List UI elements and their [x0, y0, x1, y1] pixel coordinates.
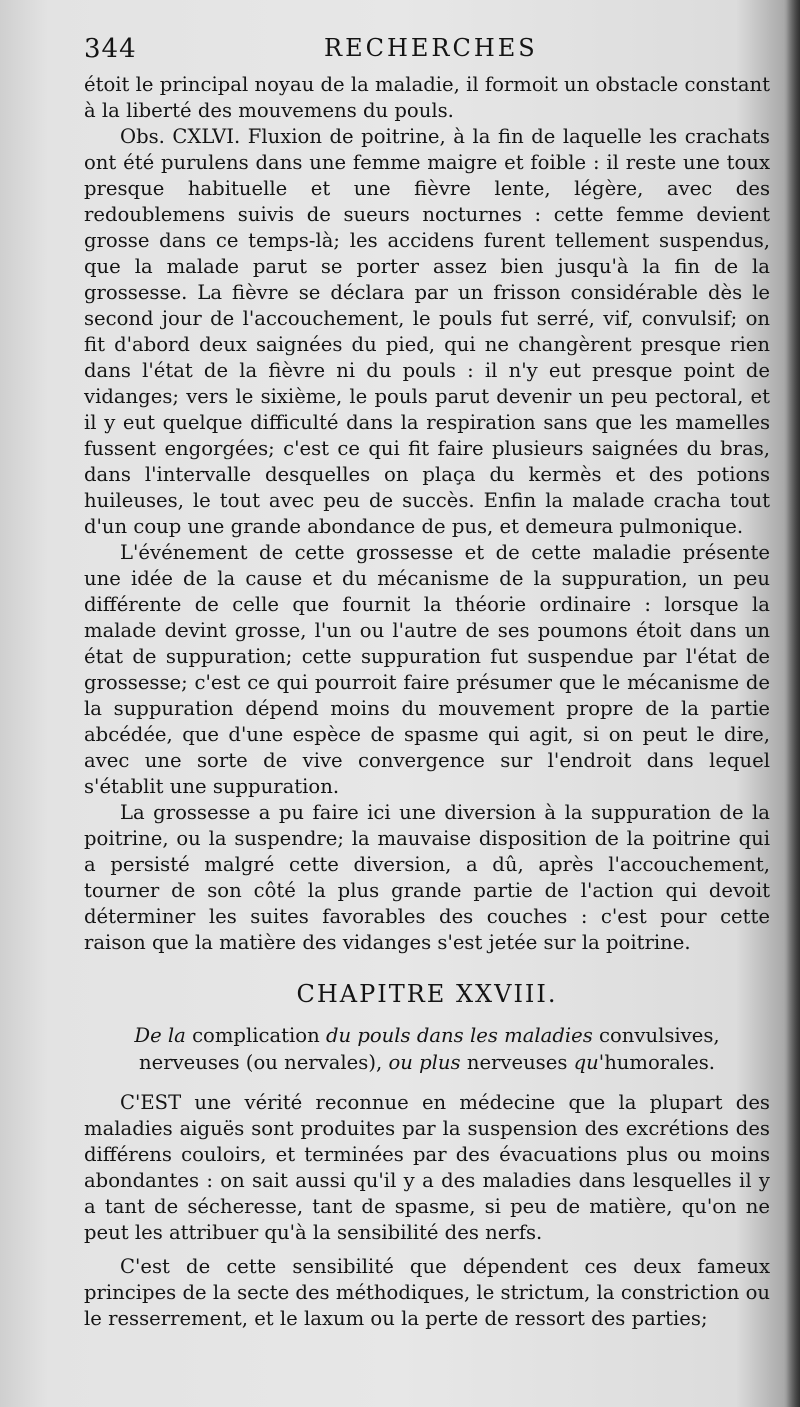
page-number: 344 — [84, 34, 137, 64]
page-edge-shadow — [786, 0, 800, 1407]
paragraph-continuation: étoit le principal noyau de la maladie, il formoit un obstacle constant à la liberté des mouvemens du pouls. — [84, 73, 771, 122]
subtitle-part-b: complication — [185, 1024, 326, 1047]
subtitle-part-d: convulsives, nerveuses (ou nervales), — [139, 1024, 720, 1074]
paragraph-evenement: L'événement de cette grossesse et de cette maladie présente une idée de la cause et du mécanisme de la suppuration, un peu différente de celle que fournit la théorie ordinaire : lorsque la malade devint grosse, l'un ou l'autre de ses poumons étoit dans un état de suppuration; cette suppuration fut suspendue par l'état de grossesse; c'est ce qui pourroit faire présumer que le mécanisme de la suppuration dépend moins du mouvement propre de la partie abcédée, que d'une espèce de spasme qui agit, si on peut le dire, avec une sorte de vive convergence sur l'endroit dans lequel s'établit une suppuration. — [84, 541, 770, 798]
paragraph-verite-reconnue: C'EST une vérité reconnue en médecine que la plupart des maladies aiguës sont produites par la suspension des excrétions des différens couloirs, et terminées par des évacuations plus ou moins abondantes : on sait aussi qu'il y a des maladies dans lesquelles il y a tant de sécheresse, tant de spasme, si peu de matière, qu'on ne peut les attribuer qu'à la sensibilité des nerfs. — [84, 1091, 770, 1244]
subtitle-part-e: ou plus — [388, 1051, 461, 1074]
subtitle-part-g: qu' — [573, 1051, 605, 1074]
subtitle-part-f: nerveuses — [460, 1051, 574, 1074]
chapter-heading: CHAPITRE XXVIII. — [296, 980, 558, 1008]
paragraph-observation-cxlvi: Obs. CXLVI. Fluxion de poitrine, à la fin de laquelle les crachats ont été purulens dans une femme maigre et foible : il reste une toux presque habituelle et une fièvre lente, légère, avec des redoublemens suivis de sueurs nocturnes : cette femme devient grosse dans ce temps-là; les accidens furent tellement suspendus, que la malade parut se porter assez bien jusqu'à la fin de la grossesse. La fièvre se déclara par un frisson considérable dès le second jour de l'accouchement, le pouls fut serré, vif, convulsif; on fit d'abord deux saignées du pied, qui ne changèrent presque rien dans l'état de la fièvre ni du pouls : il n'y eut presque point de vidanges; vers le sixième, le pouls parut devenir un peu pectoral, et il y eut quelque difficulté dans la respiration sans que les mamelles fussent engorgées; c'est ce qui fit faire plusieurs saignées du bras, dans l'intervalle desquelles on plaça du kermès et des potions huileuses, le tout avec peu de succès. Enfin la malade cracha tout d'un coup une grande abondance de pus, et demeura pulmonique. — [84, 125, 770, 538]
subtitle-part-h: humorales. — [604, 1051, 715, 1074]
body-text — [84, 72, 770, 1332]
paragraph-sensibilite: C'est de cette sensibilité que dépendent ces deux fameux principes de la secte des méthodiques, le strictum, la constriction ou le resserrement, et le laxum ou la perte de ressort des parties; — [84, 1255, 770, 1330]
paragraph-grossesse: La grossesse a pu faire ici une diversion à la suppuration de la poitrine, ou la suspendre; la mauvaise disposition de la poitrine qui a persisté malgré cette diversion, a dû, après l'accouchement, tourner de son côté la plus grande partie de l'action qui devoit déterminer les suites favorables des couches : c'est pour cette raison que la matière des vidanges s'est jetée sur la poitrine. — [84, 801, 770, 954]
subtitle-part-a: De la — [134, 1024, 186, 1047]
chapter-subtitle — [84, 1022, 770, 1076]
running-title: RECHERCHES — [324, 34, 538, 62]
paragraph-gap — [84, 1246, 770, 1254]
page-header — [84, 34, 774, 68]
subtitle-part-c: du pouls dans les maladies — [325, 1024, 593, 1047]
